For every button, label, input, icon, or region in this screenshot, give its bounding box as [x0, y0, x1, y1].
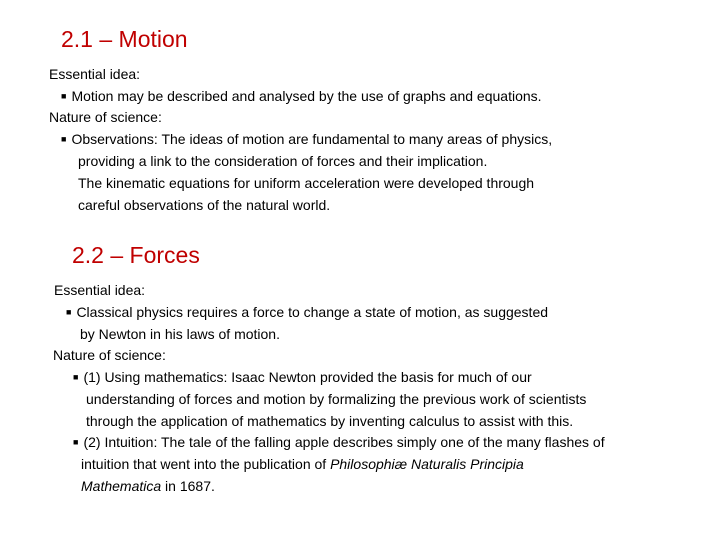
nature-item-2-line: intuition that went into the publication of Philosophiæ Naturalis Principia — [81, 456, 524, 472]
nature-item-2-line: Mathematica in 1687. — [81, 478, 215, 494]
bullet-icon: ■ — [73, 437, 79, 447]
nature-of-science-label: Nature of science: — [53, 347, 166, 363]
bullet-icon: ■ — [61, 134, 67, 144]
nature-item-1: ■ (1) Using mathematics: Isaac Newton provided the basis for much of our — [73, 369, 532, 385]
nature-item-line: The kinematic equations for uniform acceleration were developed through — [78, 175, 535, 191]
essential-idea-item: ■ Motion may be described and analysed by the use of graphs and equations. — [61, 88, 542, 104]
nature-item-line: providing a link to the consideration of forces and their implication. — [78, 153, 488, 169]
nature-item-1-line: understanding of forces and motion by formalizing the previous work of scientists — [86, 391, 587, 407]
bullet-icon: ■ — [66, 307, 72, 317]
section-title-motion: 2.1 – Motion — [61, 26, 188, 52]
nature-item-line: ■ Observations: The ideas of motion are fundamental to many areas of physics, — [61, 131, 553, 147]
essential-idea-item: ■ Classical physics requires a force to change a state of motion, as suggested — [66, 304, 549, 320]
bullet-icon: ■ — [73, 372, 79, 382]
section-title-forces: 2.2 – Forces — [72, 242, 200, 268]
nature-item-line: careful observations of the natural world. — [78, 197, 331, 213]
essential-idea-line: by Newton in his laws of motion. — [80, 326, 280, 342]
book-title: Mathematica — [81, 478, 162, 494]
nature-of-science-label: Nature of science: — [49, 109, 162, 125]
nature-item-2: ■ (2) Intuition: The tale of the falling apple describes simply one of the many flashes of — [73, 434, 605, 450]
essential-idea-label: Essential idea: — [54, 282, 146, 298]
book-title: Philosophiæ Naturalis Principia — [330, 456, 524, 472]
nature-item-1-line: through the application of mathematics by inventing calculus to assist with this. — [86, 413, 574, 429]
essential-idea-label: Essential idea: — [49, 66, 141, 82]
bullet-icon: ■ — [61, 91, 67, 101]
